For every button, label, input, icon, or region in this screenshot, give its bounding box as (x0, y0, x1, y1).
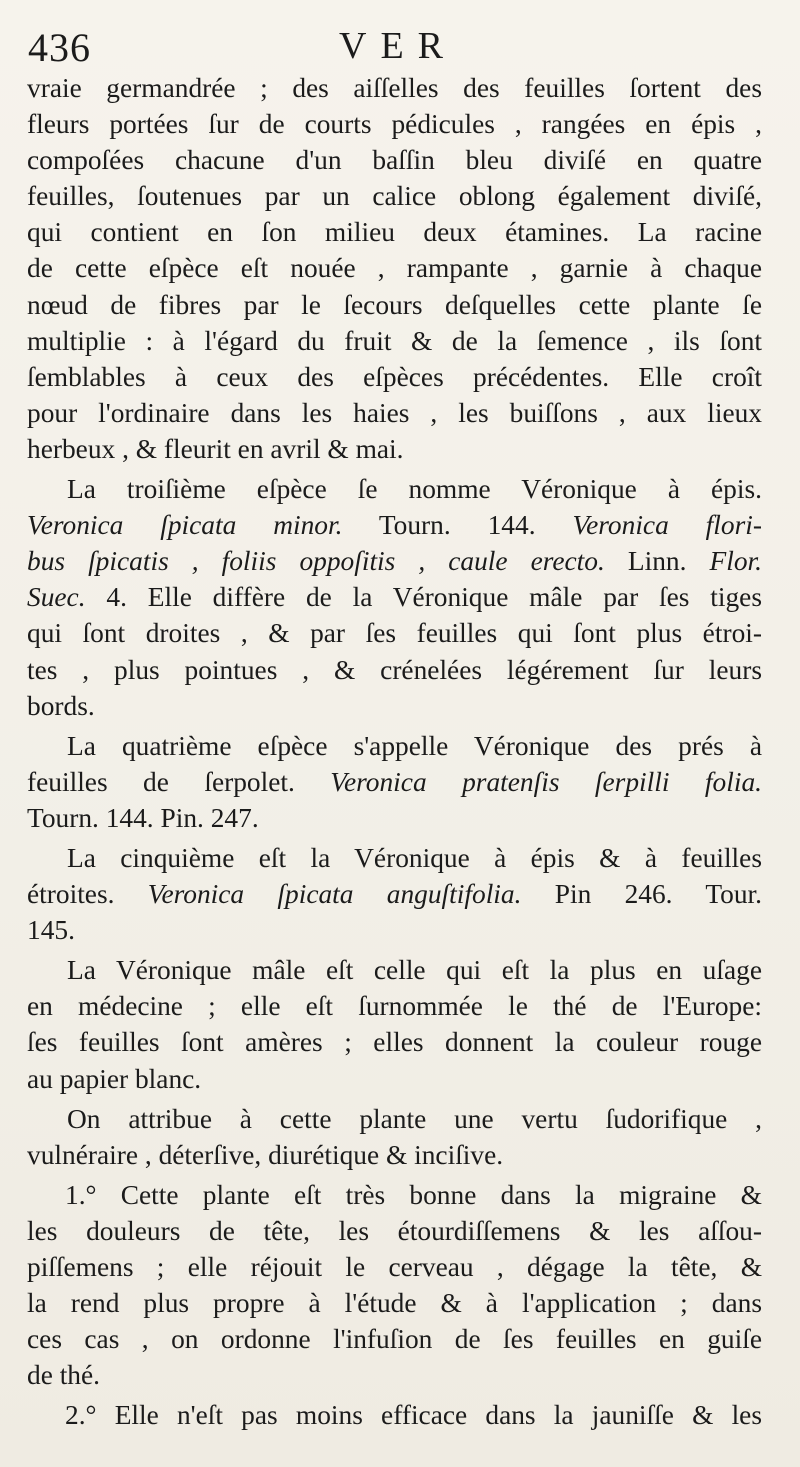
text-line (27, 471, 762, 507)
text-line (27, 764, 762, 800)
text-line (27, 1397, 762, 1433)
italic-segment: bus ſpicatis , foliis oppoſitis , caule erecto. (27, 546, 605, 577)
text-segment: On attribue à cette plante une vertu ſudorifique , (67, 1103, 762, 1134)
text-segment: nœud de fibres par le ſecours deſquelles cette plante ſe (27, 289, 762, 320)
text-segment: Tourn. 144. Pin. 247. (27, 802, 259, 833)
text-segment: La quatrième eſpèce s'appelle Véronique des prés à (67, 730, 762, 761)
text-line (27, 1101, 762, 1137)
text-line (27, 579, 762, 615)
italic-segment: Veronica flori- (572, 510, 762, 541)
text-line (27, 287, 762, 323)
text-line (27, 1024, 762, 1060)
italic-segment: Flor. (709, 546, 762, 577)
text-line (27, 1285, 762, 1321)
text-segment: 2.° Elle n'eſt pas moins efficace dans la jauniſſe & les (65, 1400, 762, 1431)
text-segment: ces cas , on ordonne l'infuſion de ſes feuilles en guiſe (27, 1324, 762, 1355)
text-line (27, 615, 762, 651)
text-line (27, 214, 762, 250)
text-line (27, 395, 762, 431)
text-line (27, 876, 762, 912)
text-segment: qui ſont droites , & par ſes feuilles qui ſont plus étroi- (27, 618, 762, 649)
page-number: 436 (28, 25, 91, 70)
running-head: VER (339, 25, 457, 67)
text-segment: tes , plus pointues , & crénelées légérement ſur leurs (27, 654, 762, 685)
text-segment: les douleurs de tête, les étourdiſſemens & les aſſou- (27, 1215, 762, 1246)
text-line (27, 250, 762, 286)
text-segment: ſes feuilles ſont amères ; elles donnent la couleur rouge (27, 1027, 762, 1058)
italic-segment: Veronica pratenſis ſerpilli folia. (330, 766, 762, 797)
text-segment: au papier blanc. (27, 1063, 202, 1094)
text-segment: en médecine ; elle eſt ſurnommée le thé de l'Europe: (27, 991, 762, 1022)
text-line (27, 543, 762, 579)
text-segment: Linn. (604, 546, 710, 577)
text-line (27, 1357, 762, 1393)
text-segment: Tourn. 144. (342, 510, 573, 541)
text-line (27, 507, 762, 543)
text-line (27, 1061, 762, 1097)
text-segment: La troiſième eſpèce ſe nomme Véronique à épis. (67, 474, 762, 505)
text-segment: piſſemens ; elle réjouit le cerveau , dégage la tête, & (27, 1252, 762, 1282)
text-line (27, 952, 762, 988)
text-segment: feuilles de ſerpolet. (27, 766, 331, 797)
text-segment: La Véronique mâle eſt celle qui eſt la plus en uſage (67, 955, 762, 986)
text-segment: herbeux , & fleurit en avril & mai. (27, 433, 404, 464)
text-line (27, 1137, 762, 1173)
text-line (27, 840, 762, 876)
text-line (27, 652, 762, 688)
text-segment: vulnéraire , déterſive, diurétique & inciſive. (27, 1139, 504, 1170)
italic-segment: Veronica ſpicata minor. (27, 510, 343, 541)
text-line (27, 688, 762, 724)
text-line (27, 178, 762, 214)
text-segment: vraie germandrée ; des aiſſelles des feuilles ſortent des (27, 73, 762, 103)
text-line (27, 988, 762, 1024)
text-segment: étroites. (27, 879, 148, 910)
text-segment: fleurs portées ſur de courts pédicules , rangées en épis , (27, 109, 762, 140)
text-segment: pour l'ordinaire dans les haies , les buiſſons , aux lieux (27, 397, 762, 428)
text-line (27, 728, 762, 764)
text-line (27, 70, 762, 106)
text-segment: compoſées chacune d'un baſſin bleu diviſé en quatre (27, 145, 762, 176)
text-segment: ſemblables à ceux des eſpèces précédentes. Elle croît (27, 361, 762, 392)
text-segment: de thé. (27, 1360, 101, 1391)
text-segment: de cette eſpèce eſt nouée , rampante , garnie à chaque (27, 253, 762, 284)
text-segment: multiplie : à l'égard du fruit & de la ſemence , ils ſont (27, 325, 762, 356)
page-header (28, 24, 768, 74)
text-line (27, 359, 762, 395)
text-line (27, 1177, 762, 1213)
text-line (27, 323, 762, 359)
italic-segment: Veronica ſpicata anguſtifolia. (147, 879, 522, 910)
text-segment: qui contient en ſon milieu deux étamines. La racine (27, 217, 762, 248)
text-line (27, 106, 762, 142)
text-segment: 145. (27, 915, 75, 946)
body-text (27, 70, 762, 1433)
text-segment: 4. Elle diffère de la Véronique mâle par ſes tiges (85, 582, 762, 613)
text-segment: Pin 246. Tour. (521, 879, 762, 910)
text-segment: feuilles, ſoutenues par un calice oblong également diviſé, (27, 181, 762, 212)
text-line (27, 1321, 762, 1357)
text-line (27, 142, 762, 178)
text-line (27, 912, 762, 948)
text-line (27, 1213, 762, 1249)
text-segment: 1.° Cette plante eſt très bonne dans la migraine & (65, 1179, 762, 1210)
text-segment: La cinquième eſt la Véronique à épis & à feuilles (67, 842, 762, 873)
text-line (27, 800, 762, 836)
italic-segment: Suec. (27, 582, 86, 613)
text-line (27, 431, 762, 467)
text-segment: bords. (27, 690, 95, 721)
text-line (27, 1249, 762, 1285)
text-segment: la rend plus propre à l'étude & à l'application ; dans (27, 1288, 762, 1319)
